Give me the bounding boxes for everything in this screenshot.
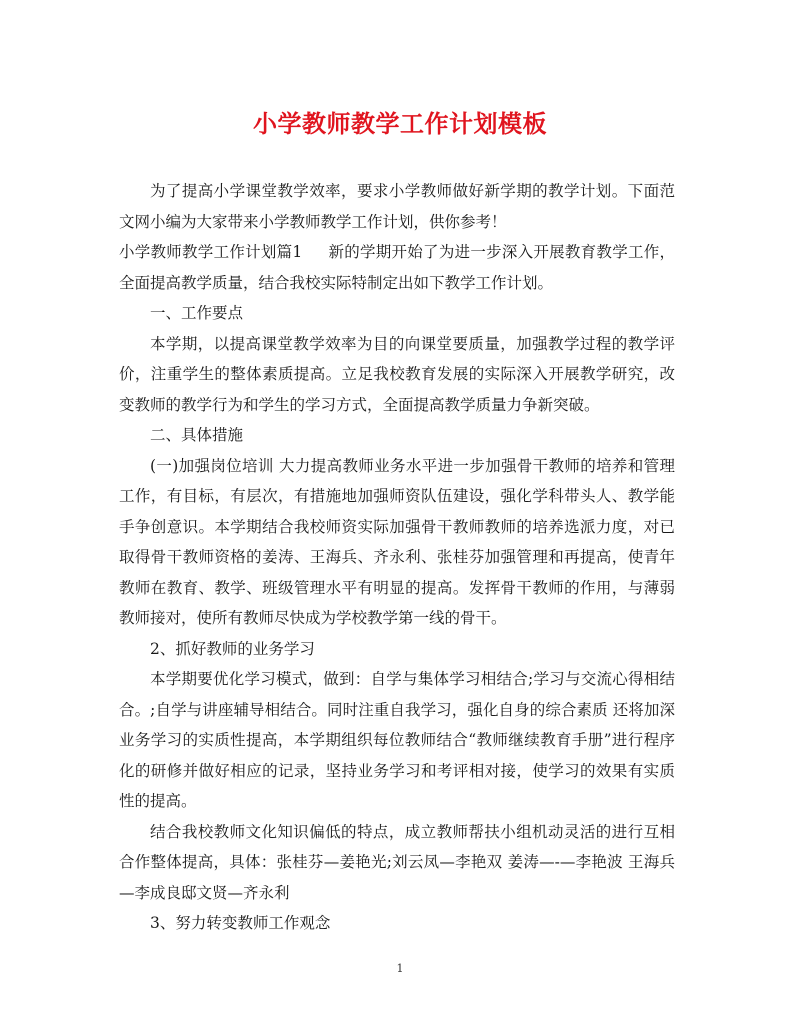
heading-work-points: 一、工作要点 <box>150 304 244 322</box>
document-title: 小学教师教学工作计划模板 <box>253 109 547 138</box>
section-label: 小学教师教学工作计划篇1 <box>119 243 303 261</box>
section-paragraph <box>119 237 675 298</box>
training-paragraph: (一)加强岗位培训 大力提高教师业务水平进一步加强骨干教师的培养和管理工作，有目标，有层次，有措施地加强师资队伍建设，强化学科带头人、教学能手争创意识。本学期结合我校师资实际加强骨干教师教师的培养选派力度，对已取得骨干教师资格的姜涛、王海兵、齐永利、张桂芬加强管理和再提高，使青年教师在教育、教学、班级管理水平有明显的提高。发挥骨干教师的作用，与薄弱教师接对，使所有教师尽快成为学校教学第一线的骨干。 <box>119 456 675 627</box>
page-number: 1 <box>396 962 404 975</box>
study-mode-paragraph: 本学期要优化学习模式，做到：自学与集体学习相结合;学习与交流心得相结合。;自学与讲座辅导相结合。同时注重自我学习，强化自身的综合素质 还将加深业务学习的实质性提高，本学期组织每位教师结合“教师继续教育手册”进行程序化的研修并做好相应的记录，坚持业务学习和考评相对接，使学习的效果有实质性的提高。 <box>119 670 675 810</box>
intro-paragraph: 为了提高小学课堂教学效率，要求小学教师做好新学期的教学计划。下面范文网小编为大家带来小学教师教学工作计划，供你参考！ <box>119 182 675 231</box>
heading-business-study: 2、抓好教师的业务学习 <box>150 639 315 658</box>
mentoring-paragraph: 结合我校教师文化知识偏低的特点，成立教师帮扶小组机动灵活的进行互相合作整体提高，具体：张桂芬—姜艳光;刘云凤—李艳双 姜涛—-—李艳波 王海兵—李成良邸文贤—齐永利 <box>119 822 675 902</box>
heading-work-concept: 3、努力转变教师工作观念 <box>150 914 331 932</box>
document-body <box>119 176 675 939</box>
work-points-paragraph: 本学期，以提高课堂教学效率为目的向课堂要质量，加强教学过程的教学评价，注重学生的整体素质提高。立足我校教育发展的实际深入开展教学研究，改变教师的教学行为和学生的学习方式，全面提高教学质量力争新突破。 <box>119 334 675 414</box>
section-opening-text: 新的学期开始了为进一步深入开展教育教学工作，全面提高教学质量，结合我校实际特制定出如下教学工作计划。 <box>119 243 675 292</box>
heading-specific-measures: 二、具体措施 <box>150 426 244 444</box>
